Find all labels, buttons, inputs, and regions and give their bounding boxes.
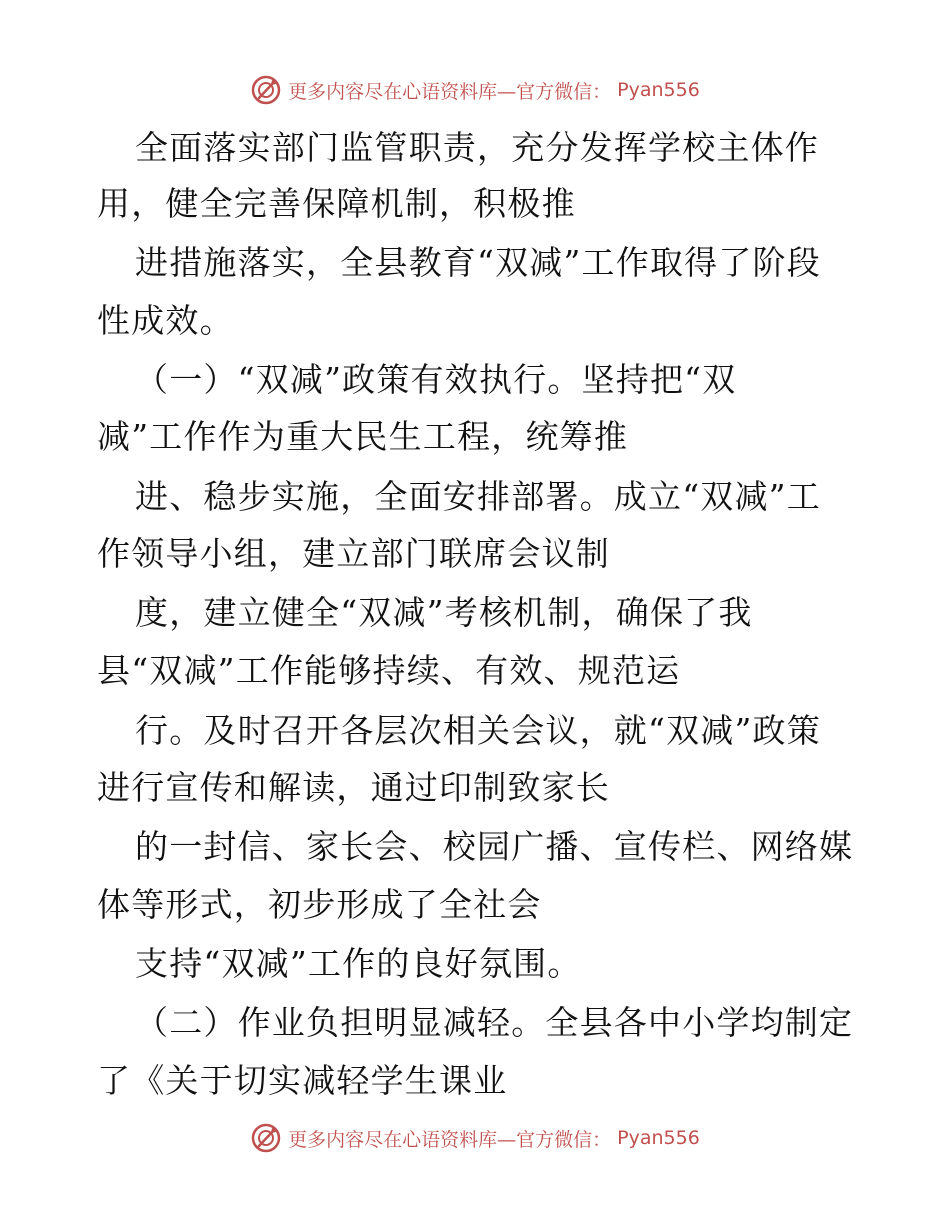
- body-line: （二）作业负担明显减轻。全县各中小学均制定: [135, 1003, 854, 1042]
- body-line: 进措施落实，全县教育“双减”工作取得了阶段: [135, 243, 821, 282]
- body-line: 了《关于切实减轻学生课业: [97, 1061, 508, 1100]
- logo-icon: [250, 74, 282, 106]
- body-line: （一）“双减”政策有效执行。坚持把“双: [135, 360, 737, 399]
- body-line: 支持“双减”工作的良好氛围。: [135, 944, 582, 983]
- watermark-footer: [0, 1120, 950, 1156]
- watermark-text: 更多内容尽在心语资料库—官方微信：: [288, 1128, 612, 1151]
- body-line: 进行宣传和解读，通过印制致家长: [97, 768, 610, 807]
- body-line: 进、稳步实施，全面安排部署。成立“双减”工: [135, 477, 821, 516]
- body-line: 的一封信、家长会、校园广播、宣传栏、网络媒: [135, 827, 854, 866]
- body-line: 减”工作作为重大民生工程，统筹推: [97, 417, 629, 456]
- body-line: 度，建立健全“双减”考核机制，确保了我: [135, 593, 753, 632]
- watermark-header: [0, 72, 950, 108]
- body-line: 作领导小组，建立部门联席会议制: [97, 534, 610, 573]
- body-line: 性成效。: [97, 301, 234, 340]
- body-line: 行。及时召开各层次相关会议，就“双减”政策: [135, 711, 821, 750]
- body-line: 全面落实部门监管职责，充分发挥学校主体作: [135, 128, 819, 167]
- watermark-handle: Pyan556: [617, 1127, 700, 1149]
- body-line: 体等形式，初步形成了全社会: [97, 885, 542, 924]
- body-line: 用，健全完善保障机制，积极推: [97, 184, 576, 223]
- watermark-handle: Pyan556: [617, 79, 700, 101]
- logo-icon: [250, 1122, 282, 1154]
- watermark-text: 更多内容尽在心语资料库—官方微信：: [288, 80, 612, 103]
- body-line: 县“双减”工作能够持续、有效、规范运: [97, 651, 681, 690]
